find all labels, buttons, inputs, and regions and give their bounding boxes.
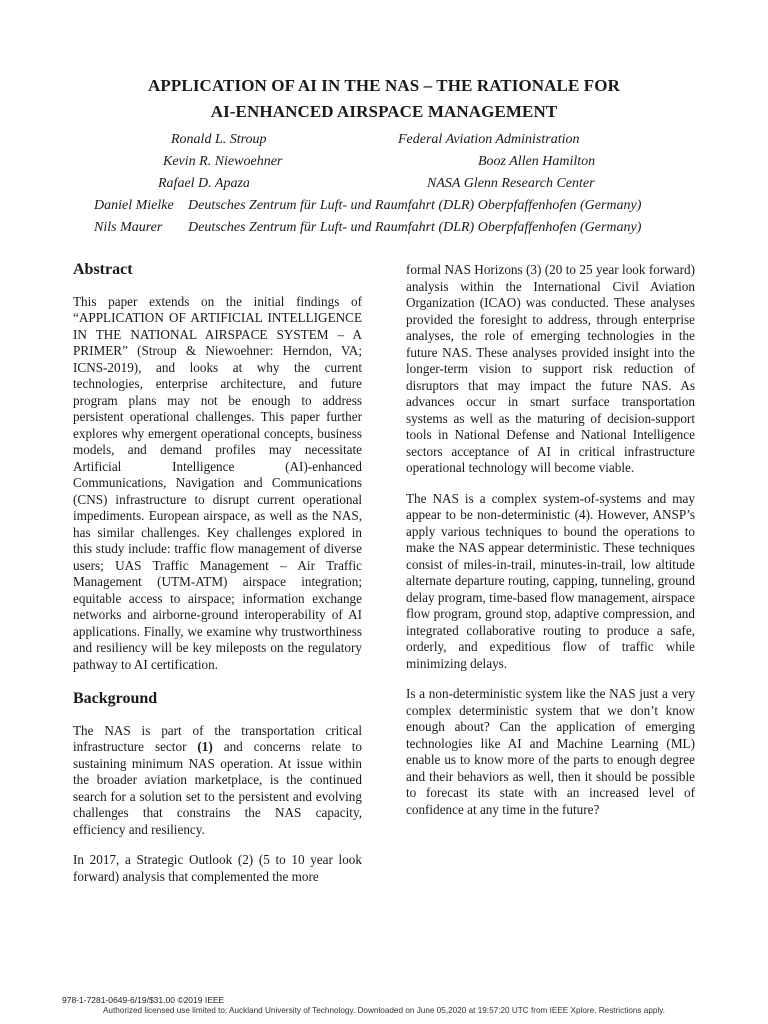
license-notice: Authorized licensed use limited to: Auckland University of Technology. Downloaded on June 05,2020 at 19:57:20 UTC from IEEE Xplore. Restrictions apply. <box>102 1006 666 1015</box>
author-name: Daniel Mielke <box>94 198 174 213</box>
reference-1: (1) <box>197 739 213 754</box>
author-affiliation: Federal Aviation Administration <box>398 132 580 147</box>
right-paragraph-3: Is a non-deterministic system like the NAS just a very complex deterministic system that we don’t know enough about? Can the application of emerging technologies like AI and Machine Learning (ML) enable us to know more of the parts to enough degree and their behaviors as well, then it should be possible to forecast its state with an increased level of confidence at any time in the future? <box>406 686 695 817</box>
right-paragraph-2: The NAS is a complex system-of-systems and may appear to be non-deterministic (4). However, ANSP’s apply various techniques to bound the operations to make the NAS appear deterministic. These techniques consist of miles-in-trail, minutes-in-trail, low altitude alternate departure routing, capping, tunneling, ground delay program, time-based flow management, airspace flow program, ground stop, adaptive compression, and integrated collaborative routing to produce a safe, orderly, and expeditious flow of traffic while minimizing delays. <box>406 490 695 671</box>
author-affiliation: Deutsches Zentrum für Luft- und Raumfahrt (DLR) Oberpfaffenhofen (Germany) <box>188 198 642 213</box>
background-paragraph-2: In 2017, a Strategic Outlook (2) (5 to 10 year look forward) analysis that complemented the more <box>73 852 362 884</box>
author-name: Ronald L. Stroup <box>171 132 267 147</box>
copyright-line: 978-1-7281-0649-6/19/$31.00 ©2019 IEEE <box>62 995 225 1005</box>
author-affiliation: Booz Allen Hamilton <box>478 154 596 169</box>
author-name: Kevin R. Niewoehner <box>163 154 283 169</box>
paper-title-line-1: APPLICATION OF AI IN THE NAS – THE RATIONALE FOR <box>148 76 620 95</box>
right-paragraph-1: formal NAS Horizons (3) (20 to 25 year look forward) analysis within the International Civil Aviation Organization (ICAO) was conducted. These analyses provided the foresight to address, through enterprise analyses, the role of emerging technologies in the future NAS. These analyses provided insight into the longer-term vision to support risk reduction of disruptors that may impact the future NAS. As advances occur in smart surface transportation systems as well as the maturing of decision-support tools in National Defense and National Intelligence sectors acceptance of AI in critical infrastructure operational technology will become viable. <box>406 262 695 475</box>
background-paragraph-1: The NAS is part of the transportation critical infrastructure sector (1) and concerns relate to sustaining minimum NAS operation. At issue within the broader aviation marketplace, is the continued search for a solution set to the persistent and evolving challenges that constrains the NAS capacity, efficiency and resiliency. <box>73 722 362 837</box>
author-affiliation: Deutsches Zentrum für Luft- und Raumfahrt (DLR) Oberpfaffenhofen (Germany) <box>188 220 642 235</box>
background-heading: Background <box>73 690 158 707</box>
left-column <box>73 258 362 899</box>
abstract-heading: Abstract <box>73 261 133 278</box>
author-name: Rafael D. Apaza <box>158 176 250 191</box>
abstract-text: This paper extends on the initial findings of “APPLICATION OF ARTIFICIAL INTELLIGENCE IN THE NATIONAL AIRSPACE SYSTEM – A PRIMER” (Stroup & Niewoehner: Herndon, VA; ICNS-2019), and looks at why the current technologies, enterprise architecture, and future program plans may not be enough to address persistent operational challenges. This paper further explores why emergent operational concepts, business models, and demand profiles may necessitate Artificial Intelligence (AI)-enhanced Communications, Navigation and Communications (CNS) infrastructure to disrupt current operational impediments. European airspace, as well as the NAS, has similar challenges. Key challenges explored in this study include: traffic flow management of diverse users; UAS Traffic Management – Air Traffic Management (UTM-ATM) airspace integration; equitable access to airspace; information exchange networks and airborne-ground interoperability of AI applications. Finally, we examine why trustworthiness and resiliency will be key mileposts on the regulatory pathway to AI certification. <box>73 293 362 672</box>
paper-title-line-2: AI-ENHANCED AIRSPACE MANAGEMENT <box>210 102 558 121</box>
author-affiliation: NASA Glenn Research Center <box>427 176 595 191</box>
author-name: Nils Maurer <box>94 220 163 235</box>
right-column <box>406 262 695 832</box>
